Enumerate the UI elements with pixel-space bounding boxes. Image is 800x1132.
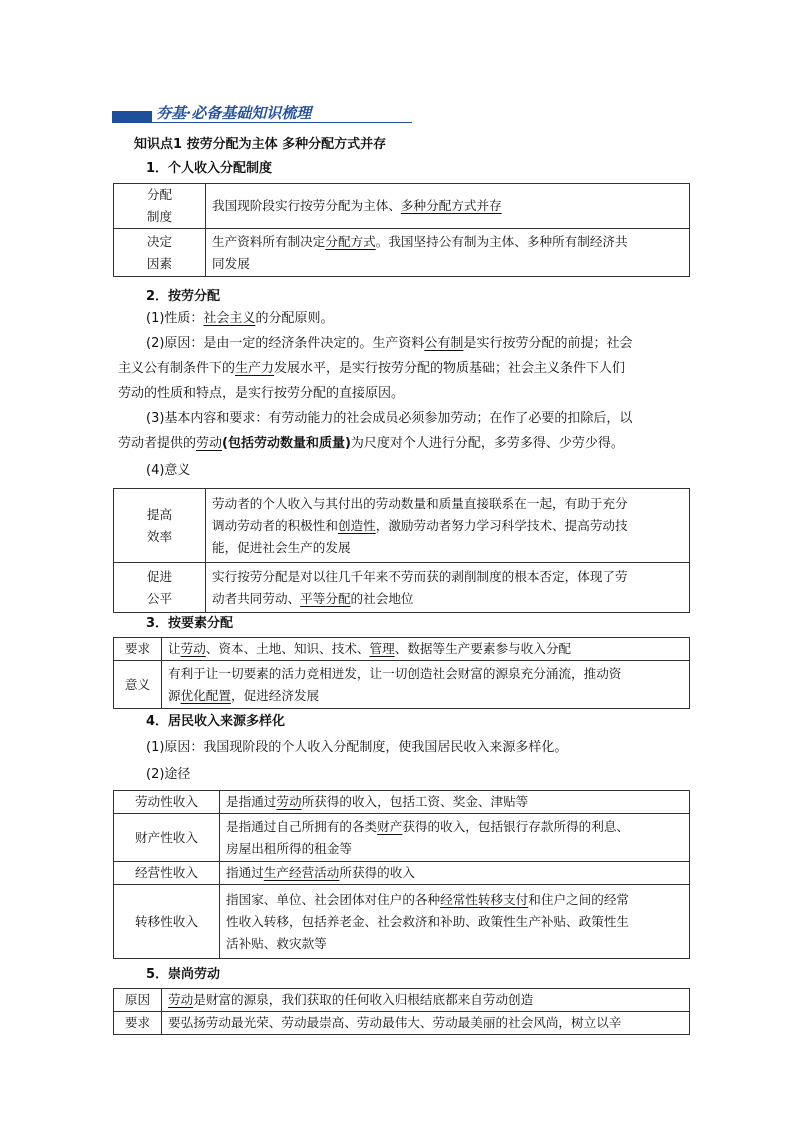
table-row — [114, 885, 690, 959]
table-row — [114, 661, 690, 709]
row-content: 让劳动、资本、土地、知识、技术、管理、数据等生产要素参与收入分配 — [162, 638, 690, 661]
s2-reason: (2)原因：是由一定的经济条件决定的。生产资料公有制是实行按劳分配的前提；社会 主义公有制条件下的生产力发展水平，是实行按劳分配的物质基础；社会主义条件下人们 劳动的性质和特点，是实行按劳分配的直接原因。 — [118, 336, 633, 401]
table-row — [114, 814, 690, 862]
row-content: 指通过生产经营活动所获得的收入 — [220, 862, 690, 885]
table-row — [114, 862, 690, 885]
row-label: 决定 因素 — [114, 229, 206, 277]
s1-table — [113, 183, 690, 277]
row-content: 实行按劳分配是对以往几千年来不劳而获的剥削制度的根本否定，体现了劳 动者共同劳动、平等分配的社会地位 — [206, 563, 690, 613]
knowledge-point-heading: 知识点1 按劳分配为主体 多种分配方式并存 — [134, 137, 387, 152]
table-row — [114, 184, 690, 229]
s4-reason: (1)原因：我国现阶段的个人收入分配制度，使我国居民收入来源多样化。 — [146, 740, 568, 755]
row-label: 分配 制度 — [114, 184, 206, 229]
row-label: 财产性收入 — [114, 814, 220, 862]
row-label: 促进 公平 — [114, 563, 206, 613]
table-row — [114, 638, 690, 661]
table-row — [114, 989, 690, 1012]
s3-title: 3．按要素分配 — [146, 616, 234, 631]
table-row — [114, 791, 690, 814]
s2-content: (3)基本内容和要求：有劳动能力的社会成员必须参加劳动；在作了必要的扣除后，以 劳动者提供的劳动(包括劳动数量和质量)为尺度对个人进行分配，多劳多得、少劳少得。 — [118, 411, 633, 451]
s4-table — [113, 790, 690, 959]
row-label: 要求 — [114, 1012, 162, 1035]
row-label: 要求 — [114, 638, 162, 661]
section-banner — [112, 103, 412, 125]
s2-nature: (1)性质：社会主义的分配原则。 — [146, 311, 334, 326]
banner-title: 夯基·必备基础知识梳理 — [156, 104, 312, 122]
s1-title: 1．个人收入分配制度 — [146, 161, 273, 176]
row-content: 劳动者的个人收入与其付出的劳动数量和质量直接联系在一起，有助于充分 调动劳动者的积极性和创造性，激励劳动者努力学习科学技术、提高劳动技 能，促进社会生产的发展 — [206, 489, 690, 563]
row-content: 我国现阶段实行按劳分配为主体、多种分配方式并存 — [206, 184, 690, 229]
s4-path-title: (2)途径 — [146, 767, 191, 782]
table-row — [114, 563, 690, 613]
row-label: 意义 — [114, 661, 162, 709]
row-label: 劳动性收入 — [114, 791, 220, 814]
s2-title: 2．按劳分配 — [146, 289, 221, 304]
row-content: 劳动是财富的源泉，我们获取的任何收入归根结底都来自劳动创造 — [162, 989, 690, 1012]
s5-title: 5．崇尚劳动 — [146, 967, 221, 982]
table-row — [114, 229, 690, 277]
row-content: 指国家、单位、社会团体对住户的各种经常性转移支付和住户之间的经常 性收入转移，包括养老金、社会救济和补助、政策性生产补贴、政策性生 活补贴、救灾款等 — [220, 885, 690, 959]
row-content: 有利于让一切要素的活力竞相迸发，让一切创造社会财富的源泉充分涌流，推动资 源优化配置，促进经济发展 — [162, 661, 690, 709]
banner-bar — [112, 111, 152, 123]
table-row — [114, 1012, 690, 1035]
s3-table — [113, 637, 690, 709]
row-label: 转移性收入 — [114, 885, 220, 959]
row-content: 是指通过自己所拥有的各类财产获得的收入，包括银行存款所得的利息、 房屋出租所得的租金等 — [220, 814, 690, 862]
s2-significance-title: (4)意义 — [146, 463, 191, 478]
s2-significance-table — [113, 488, 690, 613]
s4-title: 4．居民收入来源多样化 — [146, 714, 286, 729]
row-label: 提高 效率 — [114, 489, 206, 563]
row-content: 要弘扬劳动最光荣、劳动最崇高、劳动最伟大、劳动最美丽的社会风尚，树立以辛 — [162, 1012, 690, 1035]
row-content: 生产资料所有制决定分配方式。我国坚持公有制为主体、多种所有制经济共 同发展 — [206, 229, 690, 277]
row-label: 经营性收入 — [114, 862, 220, 885]
s5-table — [113, 988, 690, 1035]
row-label: 原因 — [114, 989, 162, 1012]
row-content: 是指通过劳动所获得的收入，包括工资、奖金、津贴等 — [220, 791, 690, 814]
table-row — [114, 489, 690, 563]
